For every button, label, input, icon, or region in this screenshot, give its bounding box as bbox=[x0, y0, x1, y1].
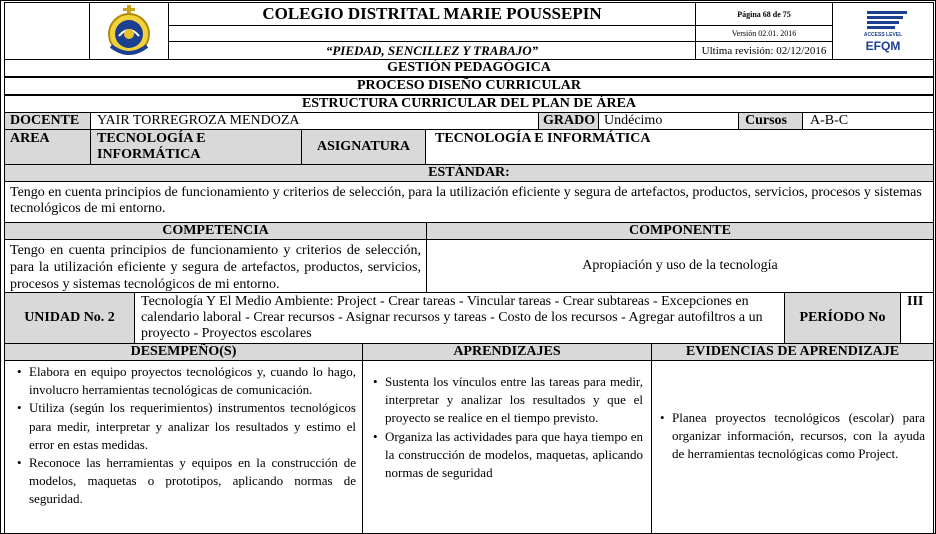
header-left-blank bbox=[4, 2, 90, 60]
school-motto: “PIEDAD, SENCILLEZ Y TRABAJO” bbox=[168, 41, 696, 60]
area-label: AREA bbox=[4, 129, 91, 165]
desempenos-list bbox=[13, 363, 356, 509]
periodo-value: III bbox=[900, 292, 934, 344]
unidad-text: Tecnología Y El Medio Ambiente: Project - Crear tareas - Vincular tareas - Crear subtareas - Excepciones en calendario laboral - Crear recursos - Asignar recursos y tareas - Costo de los recursos - Agregar autofiltros a un proyecto - Proyectos escolares bbox=[134, 292, 785, 344]
componente-label: COMPONENTE bbox=[426, 222, 934, 240]
asignatura-label: ASIGNATURA bbox=[301, 129, 426, 165]
title-gestion: GESTIÓN PEDAGÓGICA bbox=[4, 59, 934, 77]
revision-info: Ultima revisión: 02/12/2016 bbox=[695, 41, 833, 60]
aprendizajes-header: APRENDIZAJES bbox=[362, 343, 652, 361]
school-name: COLEGIO DISTRITAL MARIE POUSSEPIN bbox=[168, 2, 696, 26]
title-estructura: ESTRUCTURA CURRICULAR DEL PLAN DE ÁREA bbox=[4, 95, 934, 113]
cursos-label: Cursos bbox=[738, 112, 803, 130]
asignatura-value: TECNOLOGÍA E INFORMÁTICA bbox=[425, 129, 934, 165]
aprendizaje-item: • Organiza las actividades para que haya tiempo en la construcción de modelos, maquetas, aplicando normas de seguridad bbox=[385, 428, 643, 483]
grado-label: GRADO bbox=[538, 112, 599, 130]
evidencias-list bbox=[656, 409, 925, 464]
aprendizajes-list bbox=[369, 373, 643, 482]
desempeno-item: • Elabora en equipo proyectos tecnológicos y, cuando lo hago, involucro herramientas tecnológicas de comunicación. bbox=[29, 363, 356, 399]
desempeno-item: • Utiliza (según los requerimientos) instrumentos tecnológicos para medir, interpretar y analizar los resultados y estimo el error en estas medidas. bbox=[29, 399, 356, 454]
componente-text: Apropiación y uso de la tecnología bbox=[426, 239, 934, 293]
unidad-label: UNIDAD No. 2 bbox=[4, 292, 135, 344]
cert-logo-cell bbox=[832, 2, 934, 60]
evidencias-cell bbox=[651, 360, 934, 534]
school-crest-icon bbox=[103, 4, 155, 58]
header-middle-gap bbox=[168, 25, 696, 42]
competencia-text: Tengo en cuenta principios de funcionamiento y criterios de selección, para la utilización eficiente y segura de artefactos, productos, servicios, procesos y sistemas tecnológicos de mi entorno. bbox=[4, 239, 427, 293]
desempeno-item: • Reconoce las herramientas y equipos en la construcción de modelos, maquetas o prototipos, aplicando normas de seguridad. bbox=[29, 454, 356, 509]
version-info: Versión 02.01. 2016 bbox=[695, 25, 833, 42]
efqm-text: EFQM bbox=[865, 39, 901, 53]
title-proceso: PROCESO DISEÑO CURRICULAR bbox=[4, 77, 934, 95]
area-value: TECNOLOGÍA E INFORMÁTICA bbox=[90, 129, 302, 165]
desempenos-header: DESEMPEÑO(S) bbox=[4, 343, 363, 361]
docente-value: YAIR TORREGROZA MENDOZA bbox=[90, 112, 539, 130]
aprendizajes-cell bbox=[362, 360, 652, 534]
aprendizaje-item: • Sustenta los vínculos entre las tareas para medir, interpretar y analizar los resultados y que el proyecto se realice en el tiempo previsto. bbox=[385, 373, 643, 428]
efqm-subtext: ACCESS LEVEL bbox=[863, 32, 903, 38]
page-info: Página 68 de 75 bbox=[695, 2, 833, 26]
estandar-label: ESTÁNDAR: bbox=[4, 164, 934, 182]
competencia-label: COMPETENCIA bbox=[4, 222, 427, 240]
estandar-text: Tengo en cuenta principios de funcionamiento y criterios de selección, para la utilización eficiente y segura de artefactos, productos, servicios, procesos y sistemas tecnológicos de mi entorno. bbox=[4, 181, 934, 223]
evidencias-header: EVIDENCIAS DE APRENDIZAJE bbox=[651, 343, 934, 361]
evidencia-item: • Planea proyectos tecnológicos (escolar) para organizar información, recursos, con la ayuda de herramientas tecnológicas como Project. bbox=[672, 409, 925, 464]
desempenos-cell bbox=[4, 360, 363, 534]
periodo-label: PERÍODO No bbox=[784, 292, 901, 344]
school-logo-cell bbox=[89, 2, 169, 60]
docente-label: DOCENTE bbox=[4, 112, 91, 130]
cursos-value: A-B-C bbox=[802, 112, 934, 130]
grado-value: Undécimo bbox=[598, 112, 739, 130]
